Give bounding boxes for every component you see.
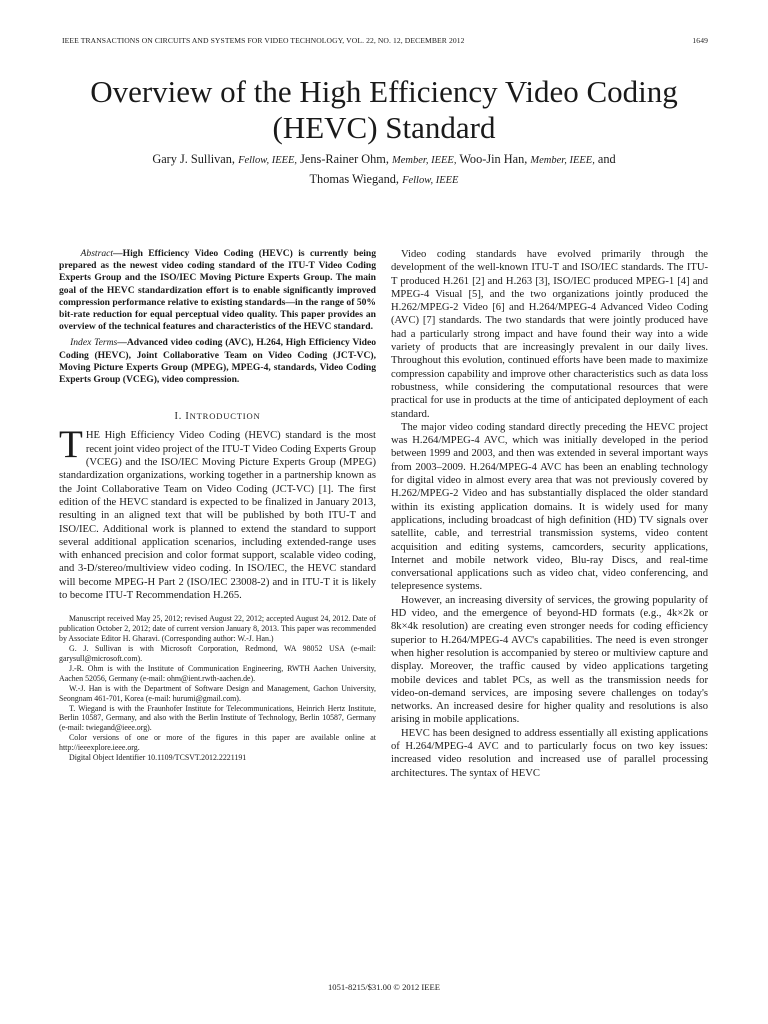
intro-paragraph: [59, 423, 376, 602]
page-number: 1649: [692, 36, 708, 45]
section-title-initial: I: [185, 411, 190, 423]
author-affiliation: Member, IEEE,: [530, 155, 595, 166]
author-affiliation: Member, IEEE,: [392, 155, 457, 166]
right-column: [391, 248, 708, 780]
index-terms-label: Index Terms: [70, 337, 118, 349]
body-paragraph: HEVC has been designed to address essentially all existing applications of H.264/MPEG-4 AVC and to particularly focus on two key issues: increased video resolution and increased use of parallel processing architectures. The syntax of HEVC: [391, 727, 708, 779]
body-paragraph: However, an increasing diversity of services, the growing popularity of HD video, and the emergence of beyond-HD formats (e.g., 4k×2k or 8k×4k resolution) are creating even stronger needs for coding efficiency superior to H.264/MPEG-4 AVC's capabilities. The need is even stronger when higher resolution is accompanied by stereo or multiview capture and display. Moreover, the traffic caused by video applications targeting mobile devices and tablet PCs, as well as the transmission needs for video-on-demand services, are imposing severe challenges on today's networks. An increased desire for higher quality and resolutions is also arising in mobile applications.: [391, 594, 708, 726]
author-name: Thomas Wiegand,: [309, 172, 399, 186]
author-name: Gary J. Sullivan,: [152, 152, 235, 166]
abstract: [59, 248, 376, 333]
author-name: Woo-Jin Han,: [459, 152, 528, 166]
footnote-han: W.-J. Han is with the Department of Software Design and Management, Gachon University, Seongnam 461-701, Korea (e-mail: hurumi@gmail.com).: [59, 683, 376, 703]
abstract-text: —High Efficiency Video Coding (HEVC) is currently being prepared as the newest video coding standard of the ITU-T Video Coding Experts Group and the ISO/IEC Moving Picture Experts Group. The main goal of the HEVC standardization effort is to enable significantly improved compression performance relative to existing standards—in the range of 50% bit-rate reduction for equal perceptual video quality. This paper provides an overview of the technical features and characteristics of the HEVC standard.: [59, 248, 377, 333]
footnote-wiegand: T. Wiegand is with the Fraunhofer Institute for Telecommunications, Heinrich Hertz Institute, Berlin 10587, Germany, and also with the Berlin Institute of Technology, Berlin 10587, Germany (e-mail: twiegand@ieee.org).: [59, 703, 376, 733]
footnote-color: Color versions of one or more of the figures in this paper are available online at http://ieeexplore.ieee.org.: [59, 733, 376, 753]
journal-name: IEEE TRANSACTIONS ON CIRCUITS AND SYSTEMS FOR VIDEO TECHNOLOGY, VOL. 22, NO. 12, DECEMBER 2012: [62, 36, 465, 45]
footnotes: [59, 614, 376, 763]
body-paragraph: Video coding standards have evolved primarily through the development of the well-known ITU-T and ISO/IEC standards. The ITU-T produced H.261 [2] and H.263 [3], ISO/IEC produced MPEG-1 [4] and MPEG-4 Visual [5], and the two organizations jointly produced the H.262/MPEG-2 Video [6] and H.264/MPEG-4 Advanced Video Coding (AVC) [7] standards. The two standards that were jointly produced have had a particularly strong impact and have found their way into a wide variety of products that are increasingly prevalent in our daily lives. Throughout this evolution, continued efforts have been made to maximize compression capability and improve other characteristics such as data loss robustness, while considering the computational resources that were practical for use in products at the time of anticipated deployment of each standard.: [391, 249, 708, 420]
copyright-footer: 1051-8215/$31.00 © 2012 IEEE: [327, 982, 441, 992]
paper-title: Overview of the High Efficiency Video Coding (HEVC) Standard: [90, 74, 678, 145]
footnote-doi: Digital Object Identifier 10.1109/TCSVT.2012.2221191: [69, 753, 247, 763]
section-heading: [59, 410, 376, 423]
drop-cap: T: [59, 423, 83, 467]
author-list: [60, 150, 708, 190]
author-affiliation: Fellow, IEEE,: [238, 155, 298, 166]
left-column: [59, 248, 376, 763]
author-name: Jens-Rainer Ohm,: [300, 152, 389, 166]
author-conjunction: and: [597, 152, 616, 166]
footnote-manuscript: Manuscript received May 25, 2012; revised August 22, 2012; accepted August 24, 2012. Date of publication October 2, 2012; date of current version January 8, 2013. This paper was recommended by Associate Editor H. Gharavi. (Corresponding author: W.-J. Han.): [59, 614, 376, 644]
author-affiliation: Fellow, IEEE: [402, 175, 459, 186]
footnote-ohm: J.-R. Ohm is with the Institute of Communication Engineering, RWTH Aachen University, Aachen 52056, Germany (e-mail: ohm@ient.rwth-aachen.de).: [59, 663, 376, 683]
index-terms-text: —Advanced video coding (AVC), H.264, High Efficiency Video Coding (HEVC), Joint Collaborative Team on Video Coding (JCT-VC), Moving Picture Experts Group (MPEG), MPEG-4, standards, Video Coding Experts Group (VCEG), video compression.: [59, 337, 377, 386]
running-header: [62, 36, 708, 50]
section-number: I.: [174, 411, 183, 423]
section-title-rest: NTRODUCTION: [189, 411, 261, 422]
footnote-sullivan: G. J. Sullivan is with Microsoft Corporation, Redmond, WA 98052 USA (e-mail: garysull@microsoft.com).: [59, 644, 376, 663]
body-paragraph: The major video coding standard directly preceding the HEVC project was H.264/MPEG-4 AVC, which was initially developed in the period between 1999 and 2003, and then was extended in several important ways from 2003–2009. H.264/MPEG-4 AVC has been an enabling technology for digital video in almost every area that was not previously covered by H.262/MPEG-2 Video and has substantially displaced the older standard within its existing application domains. It is widely used for many applications, including broadcast of high definition (HD) TV signals over satellite, cable, and terrestrial transmission systems, video content acquisition and editing systems, camcorders, security applications, Internet and mobile network video, Blu-ray Discs, and real-time conversational applications such as video chat, video conferencing, and telepresence systems.: [391, 421, 708, 593]
intro-text: HE High Efficiency Video Coding (HEVC) standard is the most recent joint video project of the ITU-T Video Coding Experts Group (VCEG) and the ISO/IEC Moving Picture Experts Group (MPEG) standardization organizations, working together in a partnership known as the Joint Collaborative Team on Video Coding (JCT-VC) [1]. The first edition of the HEVC standard is expected to be finalized in January 2013, resulting in an aligned text that will be published by both ITU-T and ISO/IEC. Additional work is planned to extend the standard to support several additional application scenarios, including extended-range uses with enhanced precision and color format support, scalable video coding, and 3-D/stereo/multiview video coding. In ISO/IEC, the HEVC standard will become MPEG-H Part 2 (ISO/IEC 23008-2) and in ITU-T it is likely to become ITU-T Recommendation H.265.: [59, 430, 376, 602]
abstract-label: Abstract: [80, 248, 114, 259]
index-terms: [59, 337, 376, 386]
